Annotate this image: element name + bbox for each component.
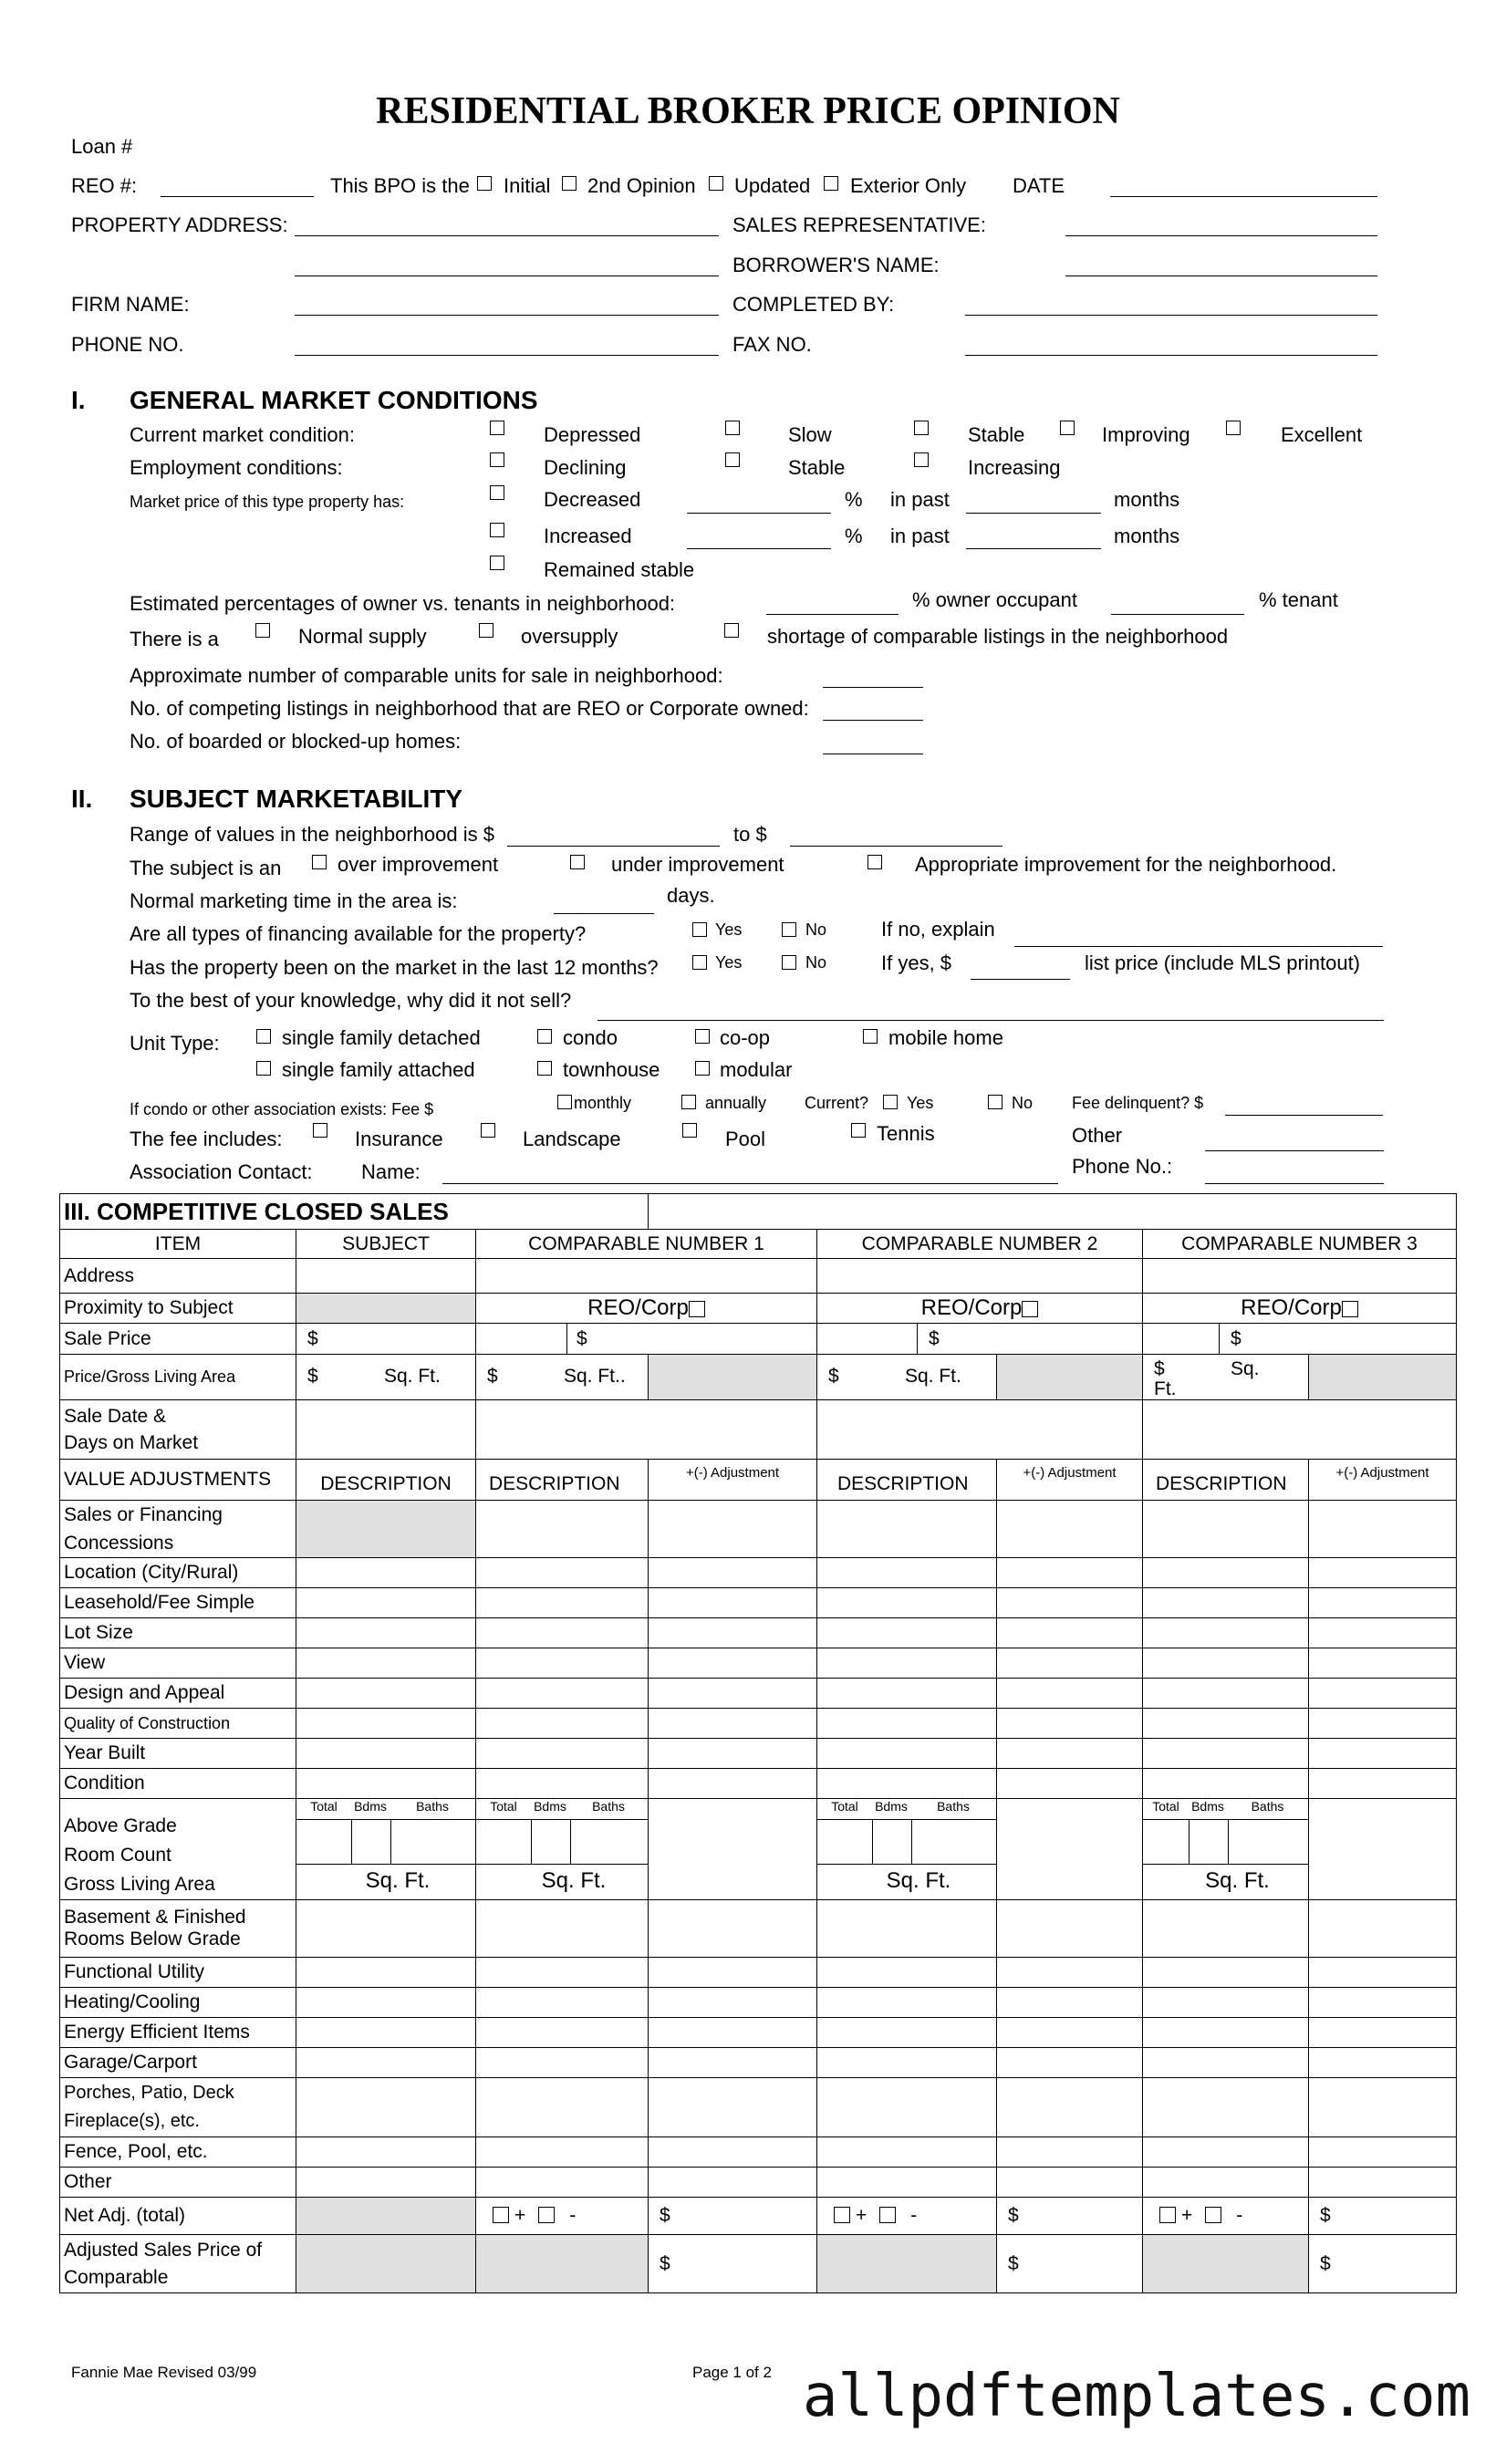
depressed-label: Depressed — [544, 423, 641, 446]
comp1-total-header: Total — [490, 1799, 517, 1814]
phone-label: PHONE NO. — [71, 333, 184, 356]
row-above-grade: Above Grade — [64, 1815, 177, 1836]
comp2-description-header: DESCRIPTION — [817, 1460, 997, 1501]
comp3-address-cell[interactable] — [1143, 1259, 1457, 1294]
sfd-checkbox[interactable] — [256, 1029, 271, 1044]
slow-label: Slow — [788, 423, 832, 446]
col-item: ITEM — [60, 1230, 296, 1259]
approx-units-line[interactable] — [823, 687, 923, 688]
townhouse-label: townhouse — [563, 1058, 660, 1081]
slow-checkbox[interactable] — [725, 421, 740, 435]
row-days-on-market: Days on Market — [64, 1432, 199, 1453]
comp3-gla-sqft[interactable]: Sq. Ft. — [1205, 1868, 1270, 1893]
landscape-label: Landscape — [523, 1128, 621, 1150]
comp1-net-plus-checkbox[interactable] — [493, 2207, 509, 2223]
exterior-only-checkbox[interactable] — [824, 176, 838, 191]
subject-description-header: DESCRIPTION — [296, 1460, 476, 1501]
section-1-title: GENERAL MARKET CONDITIONS — [130, 386, 538, 414]
annually-checkbox[interactable] — [681, 1095, 696, 1109]
financing-no-label: No — [805, 920, 827, 939]
current-no-checkbox[interactable] — [988, 1095, 1003, 1109]
subject-sale-date-cell[interactable] — [296, 1400, 476, 1460]
oversupply-label: oversupply — [521, 625, 618, 648]
tennis-label: Tennis — [877, 1122, 935, 1145]
other-fee-label: Other — [1072, 1124, 1123, 1147]
exterior-only-label: Exterior Only — [850, 174, 967, 197]
subject-bdms-header: Bdms — [354, 1799, 387, 1814]
row-design-appeal: Design and Appeal — [60, 1679, 296, 1709]
comp3-net-minus: - — [1236, 2205, 1243, 2226]
form-title: RESIDENTIAL BROKER PRICE OPINION — [376, 90, 1120, 132]
comp1-concessions-adj[interactable] — [649, 1501, 817, 1558]
comp1-description-header: DESCRIPTION — [476, 1460, 649, 1501]
row-fence-pool: Fence, Pool, etc. — [60, 2137, 296, 2168]
comp2-gla-sqft[interactable]: Sq. Ft. — [886, 1868, 951, 1893]
other-fee-line[interactable] — [1205, 1150, 1384, 1151]
fax-label: FAX NO. — [732, 333, 812, 356]
comp1-sale-price[interactable]: $ — [577, 1328, 587, 1349]
comp2-net-plus: + — [856, 2205, 867, 2226]
subject-baths-cell[interactable] — [391, 1820, 475, 1864]
fee-delinquent-label: Fee delinquent? $ — [1072, 1094, 1204, 1112]
row-fireplaces: Fireplace(s), etc. — [64, 2111, 200, 2131]
depressed-checkbox[interactable] — [490, 421, 504, 435]
decreased-checkbox[interactable] — [490, 485, 504, 500]
townhouse-checkbox[interactable] — [537, 1061, 552, 1076]
completed-by-label: COMPLETED BY: — [732, 293, 895, 316]
section-2-title: SUBJECT MARKETABILITY — [130, 785, 463, 813]
financing-label: Are all types of financing available for the property? — [130, 922, 587, 945]
assoc-contact-label: Association Contact: — [130, 1160, 313, 1183]
tennis-checkbox[interactable] — [851, 1123, 866, 1138]
comp2-rooms-adj[interactable] — [997, 1799, 1143, 1900]
comp2-reo-checkbox[interactable] — [1022, 1301, 1038, 1317]
assoc-phone-line[interactable] — [1205, 1183, 1384, 1184]
decreased-months-line[interactable] — [966, 513, 1101, 514]
row-heating-cooling: Heating/Cooling — [60, 1988, 296, 2018]
comp3-reo-checkbox[interactable] — [1342, 1301, 1358, 1317]
why-not-sell-label: To the best of your knowledge, why did it not sell? — [130, 989, 572, 1012]
comp1-baths-cell[interactable] — [571, 1820, 648, 1864]
sfa-checkbox[interactable] — [256, 1061, 271, 1076]
mobile-home-label: mobile home — [888, 1026, 1003, 1049]
property-address-label: PROPERTY ADDRESS: — [71, 213, 288, 236]
competing-listings-line[interactable] — [823, 720, 923, 721]
comp1-net-minus: - — [569, 2205, 577, 2226]
updated-label: Updated — [734, 174, 811, 197]
comp3-concessions-adj[interactable] — [1309, 1501, 1457, 1558]
mobile-home-checkbox[interactable] — [863, 1029, 878, 1044]
shortage-checkbox[interactable] — [724, 623, 739, 638]
comp2-baths-cell[interactable] — [912, 1820, 996, 1864]
subject-sale-price[interactable]: $ — [296, 1324, 476, 1355]
tenant-label: % tenant — [1259, 588, 1338, 611]
comp3-rooms-adj[interactable] — [1309, 1799, 1457, 1900]
row-value-adjustments: VALUE ADJUSTMENTS — [60, 1460, 296, 1501]
comp2-net-adj-value[interactable]: $ — [997, 2198, 1143, 2235]
comp1-reo-checkbox[interactable] — [689, 1301, 705, 1317]
owner-occupant-label: % owner occupant — [912, 588, 1077, 611]
subject-is-label: The subject is an — [130, 857, 282, 879]
col-comp3: COMPARABLE NUMBER 3 — [1143, 1230, 1457, 1259]
landscape-checkbox[interactable] — [481, 1123, 495, 1138]
subject-total-header: Total — [310, 1799, 338, 1814]
row-room-count: Room Count — [64, 1845, 171, 1866]
comp2-total-header: Total — [831, 1799, 858, 1814]
row-sale-price: Sale Price — [60, 1324, 296, 1355]
property-address-line[interactable] — [295, 235, 719, 236]
there-is-a-label: There is a — [130, 628, 219, 650]
range-low-line[interactable] — [507, 846, 720, 847]
decreased-months: months — [1114, 488, 1180, 511]
comp2-net-plus-checkbox[interactable] — [834, 2207, 850, 2223]
on-market-no-label: No — [805, 953, 827, 972]
comp3-total-cell[interactable] — [1143, 1820, 1190, 1864]
row-gross-living-area: Gross Living Area — [64, 1874, 215, 1895]
comp1-baths-header: Baths — [592, 1799, 625, 1814]
over-improvement-checkbox[interactable] — [312, 855, 327, 869]
if-no-explain-label: If no, explain — [881, 918, 995, 941]
approx-units-label: Approximate number of comparable units for sale in neighborhood: — [130, 664, 723, 687]
col-comp1: COMPARABLE NUMBER 1 — [476, 1230, 817, 1259]
under-improvement-label: under improvement — [611, 853, 784, 876]
comp2-adjustment-header: +(-) Adjustment — [997, 1460, 1143, 1501]
appropriate-improvement-checkbox[interactable] — [867, 855, 882, 869]
on-market-label: Has the property been on the market in the last 12 months? — [130, 956, 659, 979]
comp1-adjustment-header: +(-) Adjustment — [649, 1460, 817, 1501]
row-energy-items: Energy Efficient Items — [60, 2018, 296, 2048]
financing-no-checkbox[interactable] — [782, 922, 796, 937]
sales-rep-line[interactable] — [1065, 235, 1377, 236]
date-input-line[interactable] — [1110, 196, 1377, 197]
improving-checkbox[interactable] — [1060, 421, 1075, 435]
increased-in-past: in past — [890, 525, 950, 547]
section-1-number: I. — [71, 386, 86, 414]
fax-line[interactable] — [965, 355, 1377, 356]
shortage-label: shortage of comparable listings in the neighborhood — [767, 625, 1229, 648]
comp3-net-plus: + — [1181, 2205, 1193, 2226]
col-subject: SUBJECT — [296, 1230, 476, 1259]
subject-pgla-dollar: $ — [307, 1366, 318, 1387]
comp1-reo-label: REO/Corp — [587, 1295, 689, 1320]
stable-market-checkbox[interactable] — [914, 421, 929, 435]
normal-supply-checkbox[interactable] — [255, 623, 270, 638]
comp2-reo-label: REO/Corp — [920, 1295, 1023, 1320]
stable-emp-label: Stable — [788, 456, 846, 479]
subject-bdms-cell[interactable] — [352, 1820, 391, 1864]
oversupply-checkbox[interactable] — [479, 623, 493, 638]
comp2-concessions-adj[interactable] — [997, 1501, 1143, 1558]
row-basement: Basement & Finished — [64, 1907, 246, 1928]
initial-label: Initial — [504, 174, 551, 197]
comp3-net-minus-checkbox[interactable] — [1205, 2207, 1221, 2223]
comp3-net-adj-value[interactable]: $ — [1309, 2198, 1457, 2235]
pool-checkbox[interactable] — [682, 1123, 697, 1138]
financing-yes-checkbox[interactable] — [692, 922, 707, 937]
increased-months: months — [1114, 525, 1180, 547]
increased-pct-line[interactable] — [687, 548, 831, 549]
list-price-line[interactable] — [971, 979, 1070, 980]
row-porches: Porches, Patio, Deck — [64, 2083, 234, 2103]
subject-baths-header: Baths — [416, 1799, 449, 1814]
firm-name-line[interactable] — [295, 315, 719, 316]
stable-market-label: Stable — [968, 423, 1025, 446]
row-address: Address — [60, 1259, 296, 1294]
insurance-checkbox[interactable] — [313, 1123, 327, 1138]
comp3-sale-price[interactable]: $ — [1231, 1328, 1241, 1349]
row-below-grade: Rooms Below Grade — [64, 1929, 241, 1949]
comp2-pgla-sqft: Sq. Ft. — [905, 1366, 961, 1387]
subject-pgla-sqft: Sq. Ft. — [384, 1366, 441, 1387]
comp3-reo-label: REO/Corp — [1241, 1295, 1342, 1320]
market-price-label: Market price of this type property has: — [130, 493, 405, 511]
comp1-address-cell[interactable] — [476, 1259, 817, 1294]
competing-listings-label: No. of competing listings in neighborhood that are REO or Corporate owned: — [130, 697, 809, 720]
row-year-built: Year Built — [60, 1739, 296, 1769]
range-to-label: to $ — [733, 823, 767, 846]
range-values-label: Range of values in the neighborhood is $ — [130, 823, 494, 846]
comp3-total-header: Total — [1152, 1799, 1179, 1814]
excellent-label: Excellent — [1281, 423, 1363, 446]
comp2-baths-header: Baths — [937, 1799, 970, 1814]
completed-by-line[interactable] — [965, 315, 1377, 316]
comp2-sale-date-cell[interactable] — [817, 1400, 1143, 1460]
increasing-label: Increasing — [968, 456, 1061, 479]
row-adjusted-price: Adjusted Sales Price of — [64, 2239, 263, 2261]
modular-checkbox[interactable] — [695, 1061, 710, 1076]
comp1-total-cell[interactable] — [476, 1820, 532, 1864]
financing-yes-label: Yes — [715, 920, 743, 939]
remained-stable-label: Remained stable — [544, 558, 695, 581]
watermark-logo: allpdftemplates.com — [802, 2363, 1470, 2430]
row-leasehold: Leasehold/Fee Simple — [60, 1588, 296, 1618]
increased-checkbox[interactable] — [490, 523, 504, 537]
comp1-net-adj-value[interactable]: $ — [649, 2198, 817, 2235]
comp2-adjusted-price[interactable]: $ — [997, 2235, 1143, 2293]
annually-label: annually — [705, 1094, 767, 1112]
declining-label: Declining — [544, 456, 627, 479]
row-proximity: Proximity to Subject — [60, 1294, 296, 1324]
if-yes-label: If yes, $ — [881, 951, 952, 974]
increased-pct: % — [845, 525, 863, 547]
row-lot-size: Lot Size — [60, 1618, 296, 1648]
over-improvement-label: over improvement — [338, 853, 499, 876]
assoc-phone-label: Phone No.: — [1072, 1155, 1173, 1178]
increasing-checkbox[interactable] — [914, 452, 929, 467]
comp1-bdms-header: Bdms — [534, 1799, 566, 1814]
reo-label: REO #: — [71, 174, 138, 197]
current-yes-label: Yes — [907, 1094, 934, 1112]
comp1-pgla-sqft: Sq. Ft.. — [564, 1366, 626, 1387]
assoc-name-label: Name: — [361, 1160, 421, 1183]
list-price-label: list price (include MLS printout) — [1085, 951, 1361, 974]
remained-stable-checkbox[interactable] — [490, 556, 504, 570]
updated-checkbox[interactable] — [709, 176, 723, 191]
comp1-bdms-cell[interactable] — [532, 1820, 571, 1864]
firm-name-label: FIRM NAME: — [71, 293, 190, 316]
comp1-pgla-dollar: $ — [487, 1366, 498, 1387]
subject-address-cell[interactable] — [296, 1259, 476, 1294]
comp3-bdms-header: Bdms — [1191, 1799, 1224, 1814]
comp3-sale-date-cell[interactable] — [1143, 1400, 1457, 1460]
row-condition: Condition — [60, 1769, 296, 1799]
borrower-label: BORROWER'S NAME: — [732, 254, 940, 276]
initial-checkbox[interactable] — [477, 176, 492, 191]
comp1-net-minus-checkbox[interactable] — [538, 2207, 555, 2223]
row-functional-utility: Functional Utility — [60, 1958, 296, 1988]
comp1-rooms-adj[interactable] — [649, 1799, 817, 1900]
excellent-checkbox[interactable] — [1226, 421, 1241, 435]
sales-rep-label: SALES REPRESENTATIVE: — [732, 213, 986, 236]
row-price-gla: Price/Gross Living Area — [60, 1355, 296, 1400]
comp3-pgla-sq: Sq. — [1231, 1358, 1260, 1379]
section-3-title: III. COMPETITIVE CLOSED SALES — [60, 1194, 649, 1230]
coop-checkbox[interactable] — [695, 1029, 710, 1044]
owner-occupant-line[interactable] — [766, 614, 899, 615]
footer-page: Page 1 of 2 — [692, 2364, 772, 2381]
row-concessions: Concessions — [64, 1533, 174, 1554]
est-percentages-label: Estimated percentages of owner vs. tenants in neighborhood: — [130, 592, 676, 615]
coop-label: co-op — [720, 1026, 771, 1049]
tenant-line[interactable] — [1111, 614, 1244, 615]
comp3-pgla-dollar: $ — [1154, 1358, 1165, 1379]
comp3-pgla-ft: Ft. — [1154, 1378, 1177, 1399]
comp3-bdms-cell[interactable] — [1190, 1820, 1229, 1864]
comp1-adjusted-price[interactable]: $ — [649, 2235, 817, 2293]
stable-emp-checkbox[interactable] — [725, 452, 740, 467]
why-not-sell-line[interactable] — [597, 1020, 1384, 1021]
on-market-no-checkbox[interactable] — [782, 955, 796, 970]
decreased-pct: % — [845, 488, 863, 511]
comp3-concessions-desc[interactable] — [1143, 1501, 1309, 1558]
current-no-label: No — [1012, 1094, 1034, 1112]
row-view: View — [60, 1648, 296, 1679]
comp2-total-cell[interactable] — [817, 1820, 873, 1864]
row-other: Other — [60, 2168, 296, 2198]
marketing-days-line[interactable] — [554, 913, 654, 914]
assoc-name-line[interactable] — [442, 1183, 1058, 1184]
comp1-gla-sqft[interactable]: Sq. Ft. — [541, 1868, 607, 1893]
boarded-homes-label: No. of boarded or blocked-up homes: — [130, 730, 462, 753]
comp2-concessions-desc[interactable] — [817, 1501, 997, 1558]
comp3-net-plus-checkbox[interactable] — [1159, 2207, 1176, 2223]
comp3-adjusted-price[interactable]: $ — [1309, 2235, 1457, 2293]
row-net-adj: Net Adj. (total) — [60, 2198, 296, 2235]
insurance-label: Insurance — [355, 1128, 443, 1150]
comparable-sales-table — [59, 1193, 1457, 2293]
comp3-adjustment-header: +(-) Adjustment — [1309, 1460, 1457, 1501]
col-comp2: COMPARABLE NUMBER 2 — [817, 1230, 1143, 1259]
comp3-baths-cell[interactable] — [1229, 1820, 1308, 1864]
sfa-label: single family attached — [282, 1058, 475, 1081]
on-market-yes-label: Yes — [715, 953, 743, 972]
comp2-net-minus: - — [910, 2205, 918, 2226]
on-market-yes-checkbox[interactable] — [692, 955, 707, 970]
comp2-bdms-cell[interactable] — [873, 1820, 912, 1864]
footer-revised: Fannie Mae Revised 03/99 — [71, 2364, 257, 2381]
condo-label: condo — [563, 1026, 618, 1049]
subject-total-cell[interactable] — [296, 1820, 352, 1864]
improving-label: Improving — [1102, 423, 1190, 446]
comp2-sale-price[interactable]: $ — [929, 1328, 940, 1349]
pool-label: Pool — [725, 1128, 766, 1150]
employment-label: Employment conditions: — [130, 456, 343, 479]
unit-type-label: Unit Type: — [130, 1032, 220, 1055]
current-yes-checkbox[interactable] — [883, 1095, 898, 1109]
comp1-net-plus: + — [514, 2205, 526, 2226]
condo-checkbox[interactable] — [537, 1029, 552, 1044]
increased-months-line[interactable] — [966, 548, 1101, 549]
decreased-label: Decreased — [544, 488, 641, 511]
comp2-net-minus-checkbox[interactable] — [879, 2207, 896, 2223]
current-market-label: Current market condition: — [130, 423, 355, 446]
explain-line[interactable] — [1014, 946, 1383, 947]
row-comparable: Comparable — [64, 2266, 169, 2288]
2nd-opinion-checkbox[interactable] — [562, 176, 577, 191]
monthly-checkbox[interactable] — [557, 1095, 572, 1109]
comp1-sale-date-cell[interactable] — [476, 1400, 817, 1460]
current-label: Current? — [805, 1094, 869, 1112]
comp3-description-header: DESCRIPTION — [1143, 1460, 1309, 1501]
normal-marketing-label: Normal marketing time in the area is: — [130, 889, 458, 912]
increased-label: Increased — [544, 525, 632, 547]
days-label: days. — [667, 884, 715, 907]
comp2-bdms-header: Bdms — [875, 1799, 908, 1814]
comp2-address-cell[interactable] — [817, 1259, 1143, 1294]
date-label: DATE — [1013, 174, 1065, 197]
comp2-pgla-dollar: $ — [828, 1366, 839, 1387]
row-sale-date: Sale Date & — [64, 1406, 167, 1427]
fee-delinquent-line[interactable] — [1225, 1115, 1383, 1116]
row-garage: Garage/Carport — [60, 2048, 296, 2078]
if-condo-label: If condo or other association exists: Fee $ — [130, 1100, 434, 1118]
reo-input-line[interactable] — [161, 196, 314, 197]
this-bpo-label: This BPO is the — [330, 174, 470, 197]
loan-label: Loan # — [71, 135, 133, 158]
decreased-in-past: in past — [890, 488, 950, 511]
2nd-opinion-label: 2nd Opinion — [587, 174, 696, 197]
monthly-label: monthly — [574, 1094, 632, 1112]
comp3-baths-header: Baths — [1251, 1799, 1284, 1814]
phone-line[interactable] — [295, 355, 719, 356]
declining-checkbox[interactable] — [490, 452, 504, 467]
comp1-concessions-desc[interactable] — [476, 1501, 649, 1558]
under-improvement-checkbox[interactable] — [570, 855, 585, 869]
appropriate-improvement-label: Appropriate improvement for the neighborhood. — [915, 853, 1337, 876]
modular-label: modular — [720, 1058, 793, 1081]
section-2-number: II. — [71, 785, 93, 813]
range-high-line[interactable] — [790, 846, 1003, 847]
row-quality: Quality of Construction — [60, 1709, 296, 1739]
decreased-pct-line[interactable] — [687, 513, 831, 514]
row-location: Location (City/Rural) — [60, 1558, 296, 1588]
fee-includes-label: The fee includes: — [130, 1128, 283, 1150]
subject-gla-sqft[interactable]: Sq. Ft. — [365, 1868, 431, 1893]
row-sales-financing: Sales or Financing — [64, 1504, 223, 1525]
sfd-label: single family detached — [282, 1026, 481, 1049]
normal-supply-label: Normal supply — [298, 625, 427, 648]
